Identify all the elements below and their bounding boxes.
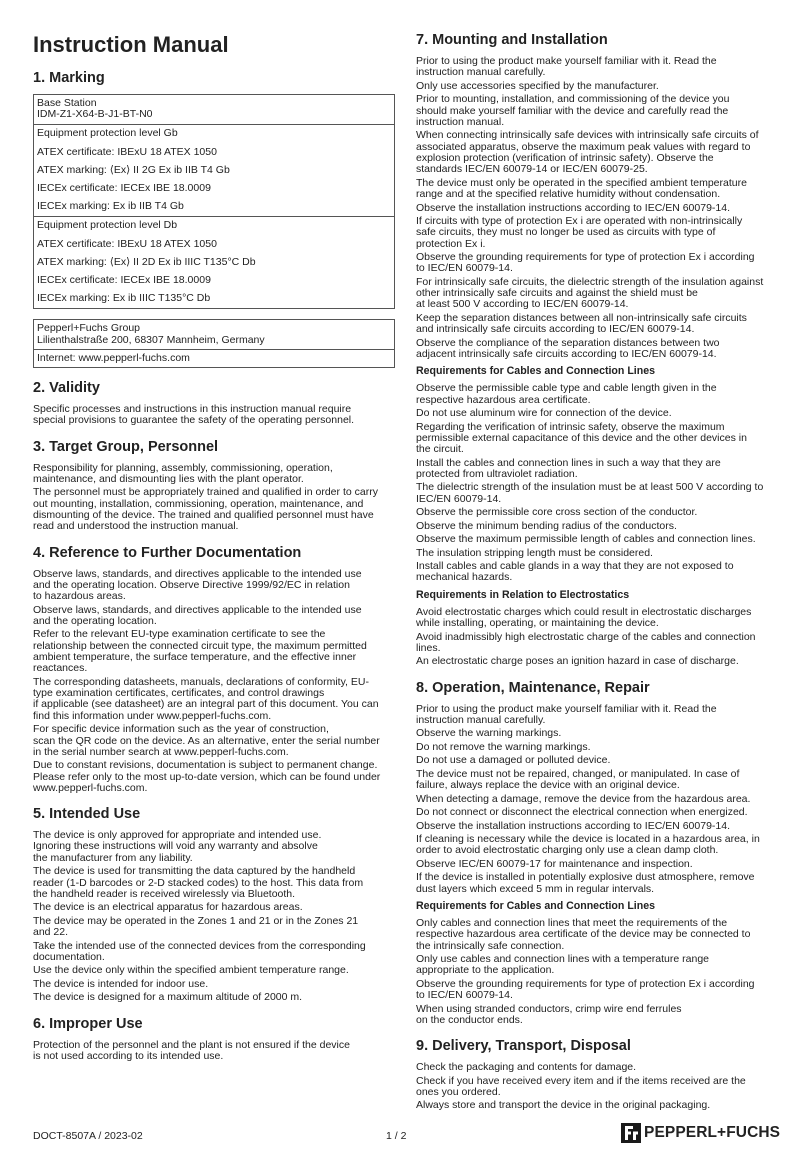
paragraph: Only cables and connection lines that meet the requirements of the respective hazardous area certificate of the device may be connected to the intrinsically safe connection. — [416, 916, 751, 952]
subsection-heading: Requirements for Cables and Connection Lines — [416, 899, 655, 912]
page-title: Instruction Manual — [33, 32, 229, 57]
paragraph: Do not use a damaged or polluted device. — [416, 754, 611, 767]
marking-line: ATEX certificate: IBExU 18 ATEX 1050 — [37, 145, 217, 158]
paragraph: Do not remove the warning markings. — [416, 740, 591, 753]
manufacturer-box — [33, 319, 395, 368]
paragraph: Specific processes and instructions in this instruction manual require special provisions to guarantee the safety of the operating personnel. — [33, 403, 355, 427]
paragraph: The device must not be repaired, changed, or manipulated. In case of failure, always replace the device with an original device. — [416, 767, 740, 792]
marking-line: ATEX marking: ⟨Ex⟩ II 2G Ex ib IIB T4 Gb — [37, 163, 230, 176]
manufacturer-internet: Internet: www.pepperl-fuchs.com — [37, 351, 190, 364]
paragraph: Install the cables and connection lines in such a way that they are protected from ultraviolet radiation. — [416, 456, 721, 480]
marking-line: IECEx marking: Ex ib IIB T4 Gb — [37, 200, 184, 213]
paragraph: Take the intended use of the connected devices from the corresponding documentation. — [33, 939, 366, 963]
marking-group-base — [34, 95, 394, 125]
paragraph: For intrinsically safe circuits, the dielectric strength of the insulation against other intrinsically safe circuits and against the shield must be at least 500 V according to IEC/EN 60079-14. — [416, 275, 764, 311]
paragraph: Avoid inadmissibly high electrostatic charge of the cables and connection lines. — [416, 630, 756, 654]
paragraph: An electrostatic charge poses an ignition hazard in case of discharge. — [416, 655, 739, 668]
brand-logo — [621, 1123, 780, 1143]
marking-table — [33, 94, 395, 309]
page-number: 1 / 2 — [386, 1130, 407, 1142]
marking-line: ATEX marking: ⟨Ex⟩ II 2D Ex ib IIIC T135°C Db — [37, 255, 256, 268]
section-heading: 4. Reference to Further Documentation — [33, 544, 302, 561]
marking-group-db — [34, 217, 394, 308]
brand-logo-text: PEPPERL+FUCHS — [644, 1124, 781, 1141]
section-heading: 7. Mounting and Installation — [416, 32, 608, 48]
paragraph: When connecting intrinsically safe devices with intrinsically safe circuits of associated apparatus, observe the maximum peak values with regard to explosion protection (verification of intrinsic safety). Observe the standards IEC/EN 60079-14 or IEC/EN 60079-25. — [416, 129, 759, 176]
paragraph: Prior to using the product make yourself familiar with it. Read the instruction manual carefully. — [416, 702, 717, 726]
section-heading: 3. Target Group, Personnel — [33, 438, 219, 455]
paragraph: Regarding the verification of intrinsic safety, observe the maximum permissible external capacitance of this device and the other devices in the circuit. — [416, 420, 747, 456]
paragraph: Observe the grounding requirements for type of protection Ex i according to IEC/EN 60079-14. — [416, 251, 755, 275]
section-heading: 2. Validity — [33, 380, 100, 397]
paragraph: The device is designed for a maximum altitude of 2000 m. — [33, 991, 303, 1004]
paragraph: Install cables and cable glands in a way that they are not exposed to mechanical hazards. — [416, 560, 734, 584]
section-heading: 8. Operation, Maintenance, Repair — [416, 679, 650, 696]
paragraph: Observe the installation instructions according to IEC/EN 60079-14. — [416, 201, 731, 214]
subsection-heading: Requirements in Relation to Electrostatics — [416, 588, 630, 601]
paragraph: Keep the separation distances between all non-intrinsically safe circuits and intrinsically safe circuits according to IEC/EN 60079-14. — [416, 311, 747, 336]
marking-line: IECEx certificate: IECEx IBE 18.0009 — [37, 182, 211, 195]
paragraph: For specific device information such as the year of construction, scan the QR code on the device. As an alternative, enter the serial number in the serial number search at www.pepperl-fuchs.com. — [33, 723, 380, 758]
paragraph: The device must only be operated in the specified ambient temperature range and at the specified relative humidity without condensation. — [416, 176, 747, 201]
paragraph: The device is an electrical apparatus for hazardous areas. — [33, 901, 303, 914]
paragraph: Do not use aluminum wire for connection of the device. — [416, 407, 672, 420]
paragraph: Avoid electrostatic charges which could result in electrostatic discharges while installing, operating, or maintaining the device. — [416, 605, 752, 630]
paragraph: Prior to using the product make yourself familiar with it. Read the instruction manual carefully. — [416, 55, 717, 79]
manufacturer-address: Pepperl+Fuchs Group Lilienthalstraße 200, 68307 Mannheim, Germany — [34, 320, 394, 349]
right-column — [416, 28, 780, 1114]
left-column — [33, 28, 395, 1064]
paragraph: Check if you have received every item and if the items received are the ones you ordered. — [416, 1074, 746, 1098]
document-id: DOCT-8507A / 2023-02 — [33, 1130, 143, 1142]
paragraph: The personnel must be appropriately trained and qualified in order to carry out mounting, installation, commissioning, operation, maintenance, and dismounting of the device. The trained and qualified personnel must have read and understood the instruction manual. — [33, 486, 378, 533]
paragraph: Observe the maximum permissible length of cables and connection lines. — [416, 533, 756, 546]
paragraph: If cleaning is necessary while the device is located in a hazardous area, in order to avoid electrostatic charging only use a clean damp cloth. — [416, 833, 760, 857]
paragraph: When using stranded conductors, crimp wire end ferrules on the conductor ends. — [416, 1002, 682, 1026]
paragraph: Use the device only within the specified ambient temperature range. — [33, 964, 349, 977]
paragraph: Observe the minimum bending radius of the conductors. — [416, 519, 677, 532]
paragraph: Check the packaging and contents for damage. — [416, 1061, 637, 1074]
paragraph: Do not connect or disconnect the electrical connection when energized. — [416, 806, 748, 819]
paragraph: Prior to mounting, installation, and commissioning of the device you should make yourself familiar with the device and carefully read the instruction manual. — [416, 93, 730, 128]
paragraph: Observe the compliance of the separation distances between two adjacent intrinsically safe circuits according to IEC/EN 60079-14. — [416, 336, 720, 360]
paragraph: The insulation stripping length must be considered. — [416, 546, 653, 559]
paragraph: Observe the grounding requirements for type of protection Ex i according to IEC/EN 60079-14. — [416, 977, 755, 1002]
section-heading-marking: 1. Marking — [33, 70, 105, 86]
left-sections — [33, 380, 395, 1062]
right-sections — [416, 32, 780, 1112]
section-heading: 9. Delivery, Transport, Disposal — [416, 1038, 631, 1055]
paragraph: The dielectric strength of the insulation must be at least 500 V according to IEC/EN 60079-14. — [416, 481, 764, 505]
paragraph: Protection of the personnel and the plant is not ensured if the device is not used according to its intended use. — [33, 1038, 350, 1062]
paragraph: Observe the installation instructions according to IEC/EN 60079-14. — [416, 819, 731, 832]
paragraph: Observe IEC/EN 60079-17 for maintenance and inspection. — [416, 857, 693, 870]
marking-line: Equipment protection level Db — [37, 219, 178, 232]
marking-line: Base Station IDM-Z1-X64-B-J1-BT-N0 — [37, 97, 153, 121]
marking-line: IECEx marking: Ex ib IIIC T135°C Db — [37, 292, 211, 305]
marking-line: IECEx certificate: IECEx IBE 18.0009 — [37, 274, 211, 287]
marking-line: Equipment protection level Gb — [37, 127, 178, 140]
paragraph: Observe the warning markings. — [416, 727, 562, 740]
pepperl-fuchs-logo-icon — [621, 1123, 641, 1143]
paragraph: The device is used for transmitting the data captured by the handheld reader (1-D barcodes or 2-D stacked codes) to the host. This data from the handheld reader is received wirelessly via Bluetooth. — [33, 865, 364, 900]
paragraph: When detecting a damage, remove the device from the hazardous area. — [416, 792, 751, 805]
paragraph: Observe laws, standards, and directives applicable to the intended use and the operating location. — [33, 603, 362, 627]
subsection-heading: Requirements for Cables and Connection Lines — [416, 365, 655, 378]
paragraph: The device is intended for indoor use. — [33, 977, 209, 990]
paragraph: Always store and transport the device in the original packaging. — [416, 1099, 711, 1112]
paragraph: Only use accessories specified by the manufacturer. — [416, 79, 659, 92]
section-heading: 5. Intended Use — [33, 806, 141, 823]
section-heading: 6. Improper Use — [33, 1015, 143, 1032]
paragraph: Observe the permissible cable type and cable length given in the respective hazardous area certificate. — [416, 382, 717, 406]
paragraph: Refer to the relevant EU-type examination certificate to see the relationship between the connected circuit type, the maximum permitted ambient temperature, the surface temperature, and the effective inner reactances. — [33, 628, 367, 675]
paragraph: The corresponding datasheets, manuals, declarations of conformity, EU- type examination certificates, certificates, and control drawings if applicable (see datasheet) are an integral part of this document. You can find this information under www.pepperl-fuchs.com. — [33, 675, 379, 722]
marking-group-gb — [34, 125, 394, 217]
paragraph: If the device is installed in potentially explosive dust atmosphere, remove dust layers which exceed 5 mm in regular intervals. — [416, 871, 755, 895]
paragraph: Observe the permissible core cross section of the conductor. — [416, 506, 698, 519]
paragraph: The device may be operated in the Zones 1 and 21 or in the Zones 21 and 22. — [33, 914, 359, 939]
paragraph: Only use cables and connection lines with a temperature range appropriate to the application. — [416, 953, 710, 977]
paragraph: Observe laws, standards, and directives applicable to the intended use and the operating location. Observe Directive 1999/92/EC in relation to hazardous areas. — [33, 567, 362, 603]
paragraph: The device is only approved for appropriate and intended use. Ignoring these instructions will void any warranty and absolve the manufacturer from any liability. — [33, 829, 322, 864]
paragraph: Responsibility for planning, assembly, commissioning, operation, maintenance, and dismounting lies with the plant operator. — [33, 461, 333, 485]
paragraph: Due to constant revisions, documentation is subject to permanent change. Please refer only to the most up-to-date version, which can be found under www.pepperl-fuchs.com. — [33, 759, 381, 794]
paragraph: If circuits with type of protection Ex i are operated with non-intrinsically safe circuits, they must no longer be used as circuits with type of protection Ex i. — [416, 214, 743, 250]
marking-line: ATEX certificate: IBExU 18 ATEX 1050 — [37, 237, 217, 250]
